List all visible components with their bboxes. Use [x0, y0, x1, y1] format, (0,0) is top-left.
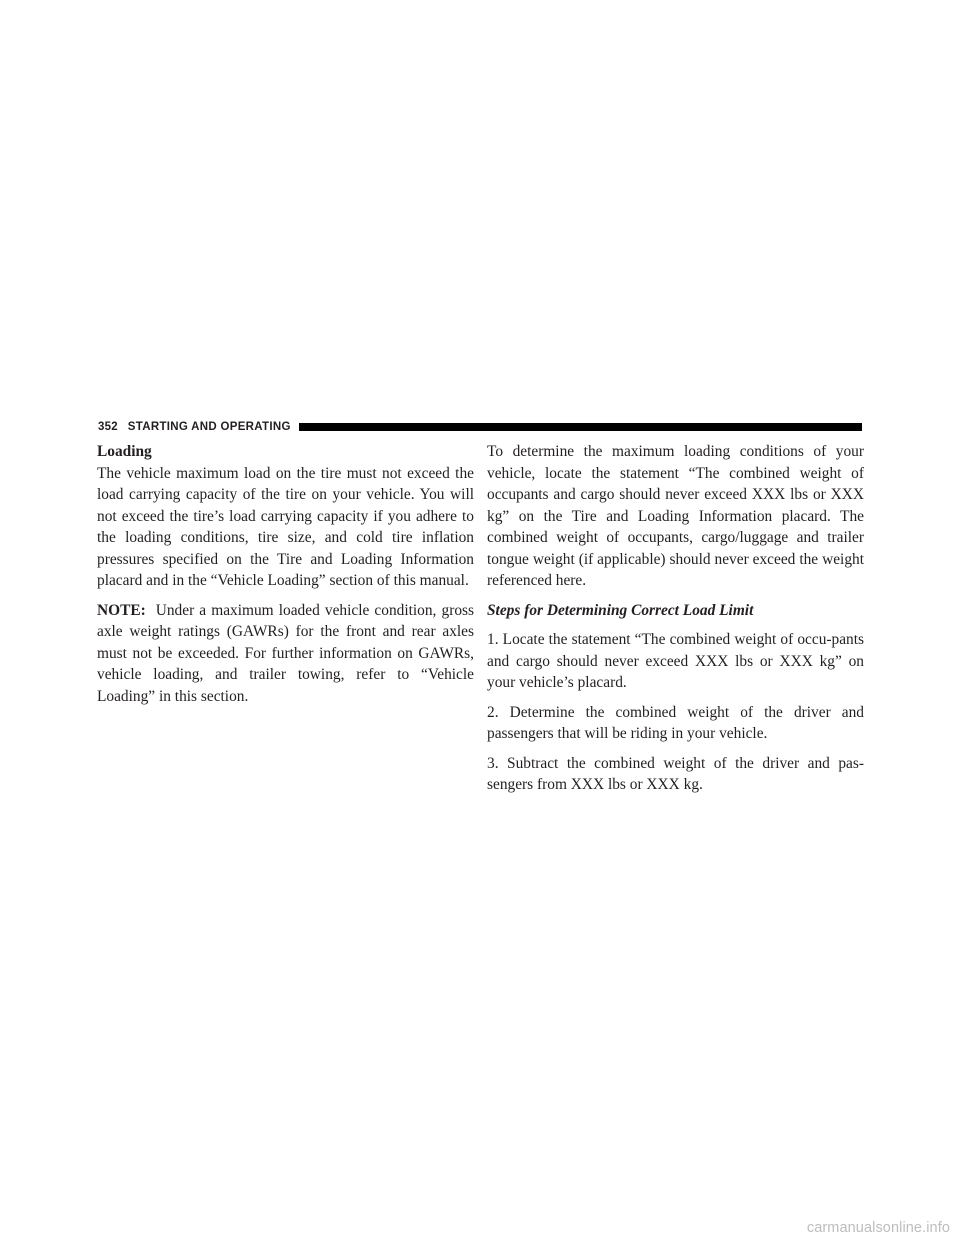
section-heading-loading: Loading	[97, 443, 152, 460]
page-number: 352	[98, 421, 118, 433]
steps-subheading: Steps for Determining Correct Load Limit	[487, 601, 754, 619]
left-column	[97, 441, 474, 715]
step-3: 3. Subtract the combined weight of the driver and pas-sengers from XXX lbs or XXX kg.	[487, 754, 864, 793]
section-title: STARTING AND OPERATING	[127, 421, 291, 433]
step-1: 1. Locate the statement “The combined weight of occu-pants and cargo should never exceed XXX lbs or XXX kg” on your vehicle’s placard.	[487, 631, 864, 691]
page-header	[98, 420, 862, 434]
right-column	[487, 441, 864, 804]
header-rule	[299, 423, 862, 431]
note-label: NOTE:	[97, 601, 146, 619]
note-paragraph	[97, 600, 474, 708]
loading-paragraph: The vehicle maximum load on the tire must not exceed the load carrying capacity of the tire on your vehicle. You will not exceed the tire’s load carrying capacity if you adhere to the loading conditions, tire size, and cold tire inflation pressures specified on the Tire and Loading Information placard and in the “Vehicle Loading” section of this manual.	[97, 464, 474, 589]
max-loading-paragraph: To determine the maximum loading conditions of your vehicle, locate the statement “The combined weight of occupants and cargo should never exceed XXX lbs or XXX kg” on the Tire and Loading Information placard. The combined weight of occupants, cargo/luggage and trailer tongue weight (if applicable) should never exceed the weight referenced here.	[487, 443, 864, 589]
step-2: 2. Determine the combined weight of the driver and passengers that will be riding in your vehicle.	[487, 703, 864, 742]
note-text: Under a maximum loaded vehicle condition, gross axle weight ratings (GAWRs) for the front and rear axles must not be exceeded. For further information on GAWRs, vehicle loading, and trailer towing, refer to “Vehicle Loading” in this section.	[97, 601, 474, 705]
watermark: carmanualsonline.info	[806, 1220, 950, 1236]
